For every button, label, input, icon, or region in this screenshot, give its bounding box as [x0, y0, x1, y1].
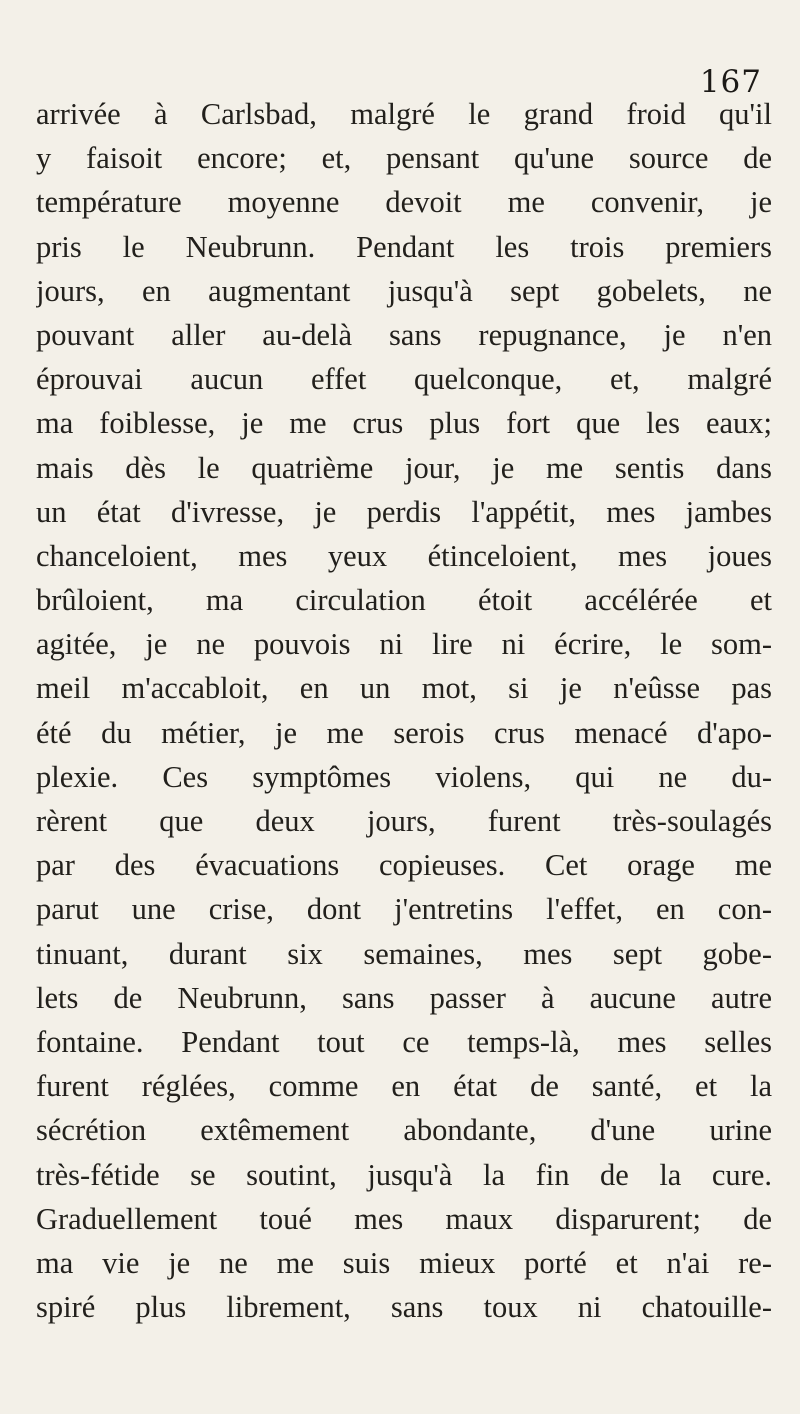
text-line: sécrétion extêmement abondante, d'une urine: [36, 1113, 772, 1148]
text-line: très-fétide se soutint, jusqu'à la fin de la cure.: [36, 1157, 772, 1192]
text-line: furent réglées, comme en état de santé, et la: [36, 1069, 772, 1104]
text-line: brûloient, ma circulation étoit accélérée et: [36, 583, 772, 618]
text-line: température moyenne devoit me convenir, je: [36, 185, 772, 220]
text-line: spiré plus librement, sans toux ni chatouille-: [36, 1290, 772, 1325]
text-line: rèrent que deux jours, furent très-soulagés: [36, 804, 772, 838]
text-line: agitée, je ne pouvois ni lire ni écrire, le som-: [36, 627, 772, 662]
text-line: y faisoit encore; et, pensant qu'une source de: [36, 141, 772, 176]
text-line: un état d'ivresse, je perdis l'appétit, mes jambes: [36, 494, 772, 529]
body-text: [36, 92, 772, 1329]
text-line: parut une crise, dont j'entretins l'effet, en con-: [36, 892, 772, 927]
text-line: par des évacuations copieuses. Cet orage me: [36, 848, 772, 883]
text-line: meil m'accabloit, en un mot, si je n'eûsse pas: [36, 671, 772, 706]
text-line: arrivée à Carlsbad, malgré le grand froid qu'il: [36, 97, 772, 131]
text-line: tinuant, durant six semaines, mes sept gobe-: [36, 936, 772, 971]
text-line: Graduellement toué mes maux disparurent; de: [36, 1201, 772, 1236]
text-line: fontaine. Pendant tout ce temps-là, mes selles: [36, 1024, 772, 1059]
text-line: pris le Neubrunn. Pendant les trois premiers: [36, 229, 772, 264]
text-line: ma foiblesse, je me crus plus fort que les eaux;: [36, 406, 772, 441]
text-line: lets de Neubrunn, sans passer à aucune autre: [36, 980, 772, 1015]
text-line: pouvant aller au-delà sans repugnance, je n'en: [36, 317, 772, 352]
text-line: ma vie je ne me suis mieux porté et n'ai re-: [36, 1245, 772, 1280]
text-line: jours, en augmentant jusqu'à sept gobelets, ne: [36, 273, 772, 308]
text-line: plexie. Ces symptômes violens, qui ne du-: [36, 759, 772, 794]
text-line: chanceloient, mes yeux étinceloient, mes joues: [36, 538, 772, 573]
page-number: 167: [699, 64, 762, 100]
text-line: mais dès le quatrième jour, je me sentis dans: [36, 450, 772, 485]
text-line: été du métier, je me serois crus menacé d'apo-: [36, 715, 772, 750]
text-line: éprouvai aucun effet quelconque, et, malgré: [36, 362, 772, 397]
